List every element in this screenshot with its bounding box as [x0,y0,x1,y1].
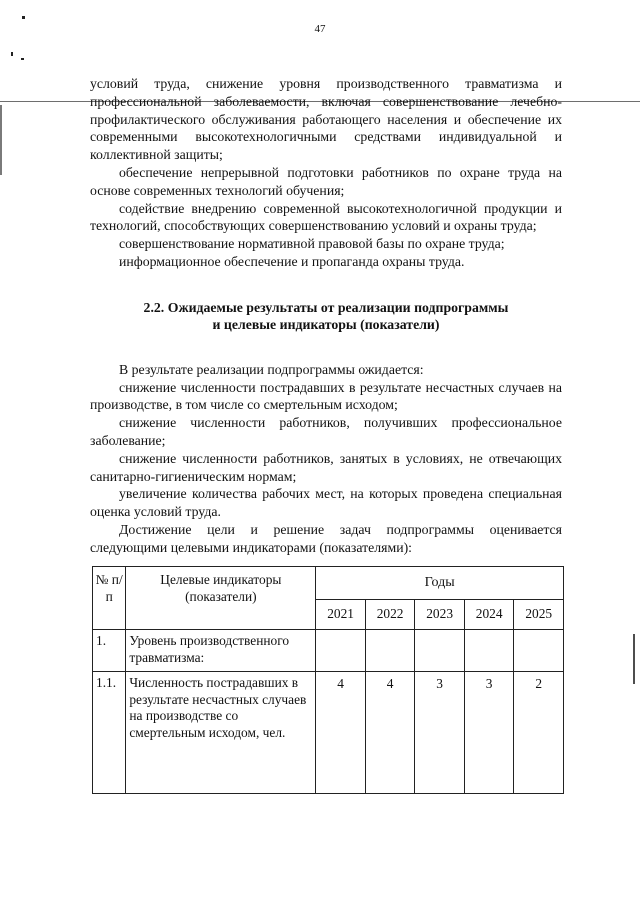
header-num-label: № п/п [95,572,123,604]
paragraph: увеличение количества рабочих мест, на которых проведена специальная оценка условий труда. [90,486,562,520]
section-heading [90,299,562,334]
row-num: 1. [93,630,126,672]
paragraph: снижение численности пострадавших в результате несчастных случаев на производстве, в том числе со смертельным исходом; [90,379,562,413]
scan-mark [21,58,24,60]
row-value: 2 [514,672,564,794]
paragraph: условий труда, снижение уровня производственного травматизма и профессиональной заболеваемости, включая совершенствование лечебно-профилактического обслуживания работающего населения и обеспечение их современными высокотехнологичными средствами индивидуальной и коллективной защиты; [90,76,562,163]
header-name [126,567,316,630]
indicators-table [92,566,564,794]
scan-mark [22,16,25,19]
paragraph: содействие внедрению современной высокотехнологичной продукции и технологий, способствующих совершенствованию условий и охраны труда; [90,200,562,234]
header-name-label: Целевые индикаторы (показатели) [160,572,282,604]
section-title-line1: 2.2. Ожидаемые результаты от реализации подпрограммы [143,299,509,315]
paragraph: информационное обеспечение и пропаганда охраны труда. [119,253,465,269]
year-2023: 2023 [415,600,465,630]
paragraph: Достижение цели и решение задач подпрограммы оценивается следующими целевыми индикаторами (показателями): [90,521,562,555]
row-value: 3 [464,672,514,794]
year-2025: 2025 [514,600,564,630]
scan-mark [633,634,635,684]
table-row [93,672,564,794]
scan-mark [0,105,2,175]
year-2022: 2022 [365,600,415,630]
row-name: Уровень производственного травматизма: [126,630,316,672]
paragraph: обеспечение непрерывной подготовки работников по охране труда на основе современных технологий обучения; [90,164,562,198]
paragraph: снижение численности работников, занятых в условиях, не отвечающих санитарно-гигиеническим нормам; [90,450,562,484]
paragraph: снижение численности работников, получивших профессиональное заболевание; [90,415,562,448]
year-2024: 2024 [464,600,514,630]
row-value [365,630,415,672]
section-title-line2: и целевые индикаторы (показатели) [212,317,440,333]
row-value [514,630,564,672]
row-value [316,630,366,672]
header-years: Годы [316,567,564,600]
row-value [415,630,465,672]
row-value: 4 [316,672,366,794]
document-body [90,75,562,557]
row-value: 3 [415,672,465,794]
year-2021: 2021 [316,600,366,630]
header-num [93,567,126,630]
row-value: 4 [365,672,415,794]
row-num: 1.1. [93,672,126,794]
table-row [93,630,564,672]
page-number: 47 [314,23,326,35]
paragraph: совершенствование нормативной правовой базы по охране труда; [119,236,505,252]
row-value [464,630,514,672]
row-name: Численность пострадавших в результате несчастных случаев на производстве со смертельным исходом, чел. [126,672,316,794]
scan-mark [11,52,13,56]
paragraph: В результате реализации подпрограммы ожидается: [119,361,424,377]
